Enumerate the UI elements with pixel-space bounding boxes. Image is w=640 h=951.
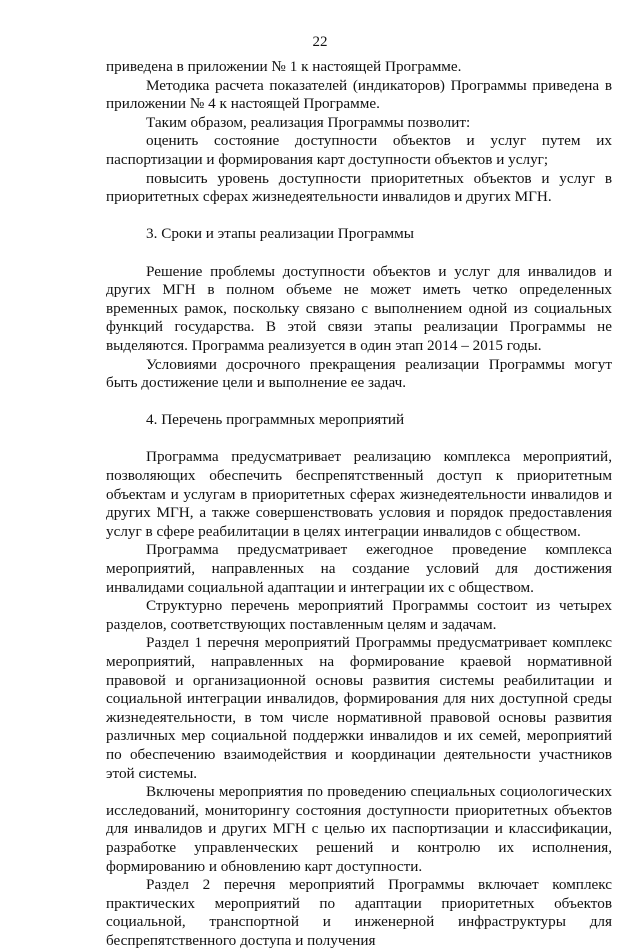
paragraph: Программа предусматривает реализацию комплекса мероприятий, позволяющих обеспечить беспрепятственный доступ к приоритетным объектам и услугам в приоритетных сферах жизнедеятельности инвалидов и других МГН, а также совершенствовать условия и порядок предоставления услуг в сфере реабилитации в целях интеграции инвалидов с обществом.: [106, 448, 612, 540]
paragraph: Таким образом, реализация Программы позволит:: [146, 113, 471, 131]
section-heading: 3. Сроки и этапы реализации Программы: [146, 225, 414, 243]
paragraph: Раздел 1 перечня мероприятий Программы предусматривает комплекс мероприятий, направленных на формирование краевой нормативной правовой и организационной основы развития системы реабилитации и социальной интеграции инвалидов, формирования для них доступной среды жизнедеятельности, в том числе нормативной правовой основы развития различных мер социальной поддержки инвалидов и их семей, мероприятий по обеспечению взаимодействия и координации деятельности участников этой системы.: [106, 634, 612, 782]
spacer: [106, 244, 612, 263]
paragraph: Методика расчета показателей (индикаторов) Программы приведена в приложении № 4 к настоящей Программе.: [106, 76, 612, 113]
page-number: 22: [312, 34, 328, 50]
section-heading: 4. Перечень программных мероприятий: [146, 411, 405, 429]
spacer: [106, 207, 612, 226]
paragraph: Программа предусматривает ежегодное проведение комплекса мероприятий, направленных на создание условий для достижения инвалидами социальной адаптации и интеграции их с обществом.: [106, 541, 612, 596]
paragraph: Условиями досрочного прекращения реализации Программы могут быть достижение цели и выполнение ее задач.: [106, 355, 612, 392]
paragraph: приведена в приложении № 1 к настоящей Программе.: [106, 58, 462, 75]
paragraph: Включены мероприятия по проведению специальных социологических исследований, мониторингу состояния доступности приоритетных объектов для инвалидов и других МГН с целью их паспортизации и классификации, разработке управленческих решений и контролю их исполнения, формированию и обновлению карт доступности.: [106, 783, 612, 875]
list-item: оценить состояние доступности объектов и услуг путем их паспортизации и формирования карт доступности объектов и услуг;: [106, 132, 612, 168]
list-item: повысить уровень доступности приоритетных объектов и услуг в приоритетных сферах жизнедеятельности инвалидов и других МГН.: [106, 169, 612, 206]
paragraph: Решение проблемы доступности объектов и услуг для инвалидов и других МГН в полном объеме не может иметь четко определенных временных рамок, поскольку связано с выполнением одной из социальных функций государства. В этой связи этапы реализации Программы не выделяются. Программа реализуется в один этап 2014 – 2015 годы.: [106, 262, 612, 354]
paragraph: Раздел 2 перечня мероприятий Программы включает комплекс практических мероприятий по адаптации приоритетных объектов социальной, транспортной и инженерной инфраструктуры для беспрепятственного доступа и получения: [106, 876, 612, 949]
spacer: [106, 430, 612, 449]
spacer: [106, 393, 612, 412]
paragraph: Структурно перечень мероприятий Программы состоит из четырех разделов, соответствующих поставленным целям и задачам.: [106, 597, 612, 633]
page-body: [106, 58, 612, 951]
